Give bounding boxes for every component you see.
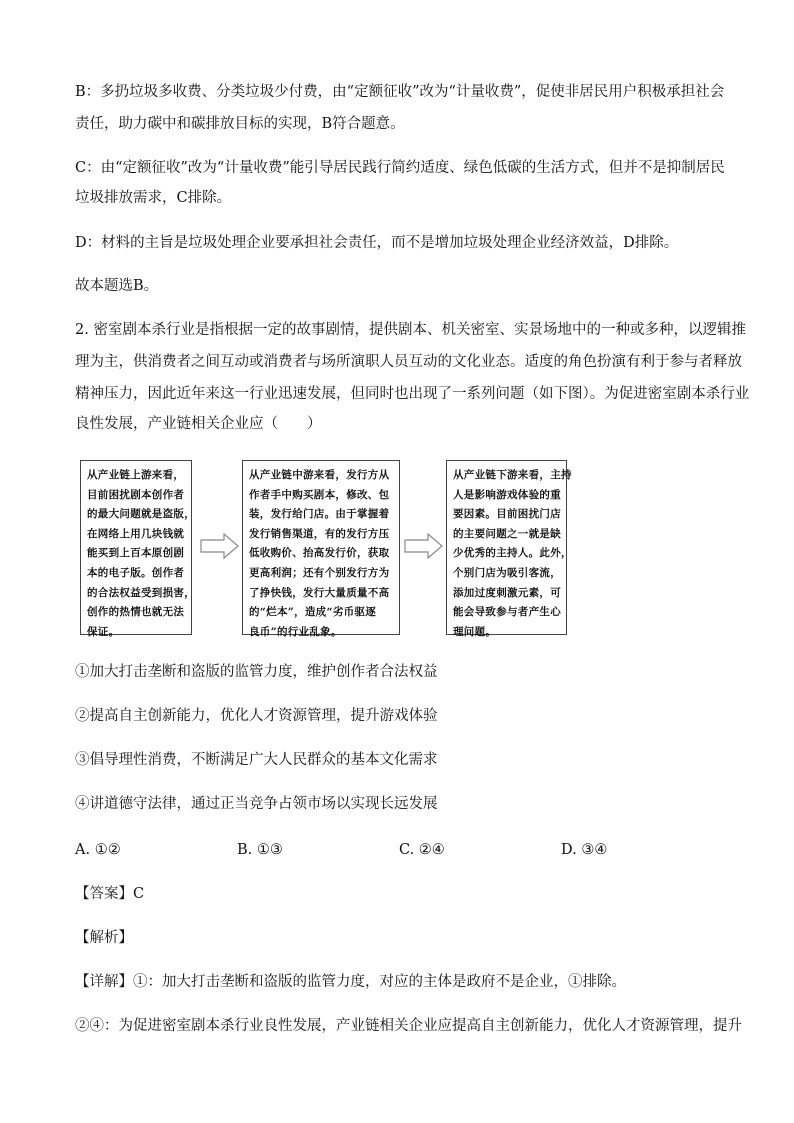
choice-c: C. ②④ [399,842,445,858]
option-c-analysis-line1: C：由“定额征收”改为“计量收费”能引导居民践行简约适度、绿色低碳的生活方式，但并不是抑制居民 [75,160,725,176]
box-line: 在网络上用几块钱就 [87,527,185,540]
statement-2: ②提高自主创新能力，优化人才资源管理，提升游戏体验 [75,708,438,724]
box-line: 装，发行给门店。由于掌握着 [249,508,390,521]
box-line: 了挣快钱，发行大量质量不高 [249,586,390,599]
box-line: 低收购价、抬高发行价，获取 [249,547,390,560]
box-line: 的主要问题之一就是缺 [453,527,561,540]
box-line: 发行销售渠道，有的发行方压 [249,527,390,540]
option-c-analysis-line2: 垃圾排放需求，C排除。 [75,190,232,206]
box-line: 从产业链下游来看，主持 [453,469,572,481]
box-line: 能会导致参与者产生心 [453,606,561,619]
option-b-analysis-line2: 责任，助力碳中和碳排放目标的实现，B符合题意。 [75,116,405,132]
box-line: 从产业链中游来看，发行方从 [249,469,390,481]
box-line: 能买到上百本原创剧 [87,547,185,560]
box-line: 少优秀的主持人。此外， [453,547,572,560]
analysis-detail-line2: ②④：为促进密室剧本杀行业良性发展，产业链相关企业应提高自主创新能力，优化人才资源管理，提升 [75,1018,742,1034]
box-line: 个别门店为吸引客流， [453,566,561,579]
statement-3: ③倡导理性消费，不断满足广大人民群众的基本文化需求 [75,752,438,768]
box-line: 本的电子版。创作者 [87,566,185,579]
box-line: 人是影响游戏体验的重 [453,488,561,501]
detail-text: ①：加大打击垄断和盗版的监管力度，对应的主体是政府不是企业，①排除。 [133,974,626,990]
diagram-box-downstream [446,460,572,638]
box-line: 保证。 [87,625,120,638]
diagram-box-midstream [242,460,400,638]
answer-label: 【答案】 [75,886,133,902]
box-line: 目前困扰剧本创作者 [87,488,185,501]
detail-label: 【详解】 [75,974,133,990]
box-line: 创作的热情也就无法 [87,606,185,619]
box-line: 要因素。目前困扰门店 [453,508,561,521]
choice-d: D. ③④ [561,842,608,858]
box-line: 从产业链上游来看， [87,469,185,481]
analysis-detail-line1 [75,972,626,992]
box-line: 的合法权益受到损害， [87,586,195,599]
choice-b: B. ①③ [237,842,283,858]
statement-4: ④讲道德守法律，通过正当竞争占领市场以实现长远发展 [75,796,438,812]
option-d-analysis-line: D：材料的主旨是垃圾处理企业要承担社会责任，而不是增加垃圾处理企业经济效益，D排除。 [75,235,679,251]
answer-value: C [133,886,145,902]
right-arrow-icon [404,533,444,559]
right-arrow-icon [200,533,240,559]
statement-1: ①加大打击垄断和盗版的监管力度，维护创作者合法权益 [75,664,438,680]
answer-line [75,884,144,904]
box-line: 的最大问题就是盗版， [87,508,195,521]
analysis-heading: 【解析】 [75,930,133,946]
choice-a: A. ①② [75,842,121,858]
question-stem-line1: 2. 密室剧本杀行业是指根据一定的故事剧情，提供剧本、机关密室、实景场地中的一种或多种，以逻辑推 [75,322,746,338]
option-b-analysis-line1: B：多扔垃圾多收费、分类垃圾少付费，由“定额征收”改为“计量收费”，促使非居民用户积极承担社会 [75,84,725,100]
question-stem-line2: 理为主，供消费者之间互动或消费者与场所演职人员互动的文化业态。适度的角色扮演有利于参与者释放 [75,354,742,370]
question-stem-line4: 良性发展，产业链相关企业应（ ） [75,416,322,432]
box-line: 的“烂本”，造成“劣币驱逐 [249,606,377,619]
box-line: 良币”的行业乱象。 [249,625,342,638]
box-line: 添加过度刺激元素，可 [453,586,561,599]
box-line: 更高利润；还有个别发行方为 [249,566,390,579]
box-line: 作者手中购买剧本，修改、包 [249,488,390,501]
diagram-box-upstream [80,460,195,638]
box-line: 理问题。 [453,625,497,638]
previous-conclusion: 故本题选B。 [75,278,159,294]
question-stem-line3: 精神压力，因此近年来这一行业迅速发展，但同时也出现了一系列问题（如下图）。为促进密室剧本杀行业 [75,386,750,402]
